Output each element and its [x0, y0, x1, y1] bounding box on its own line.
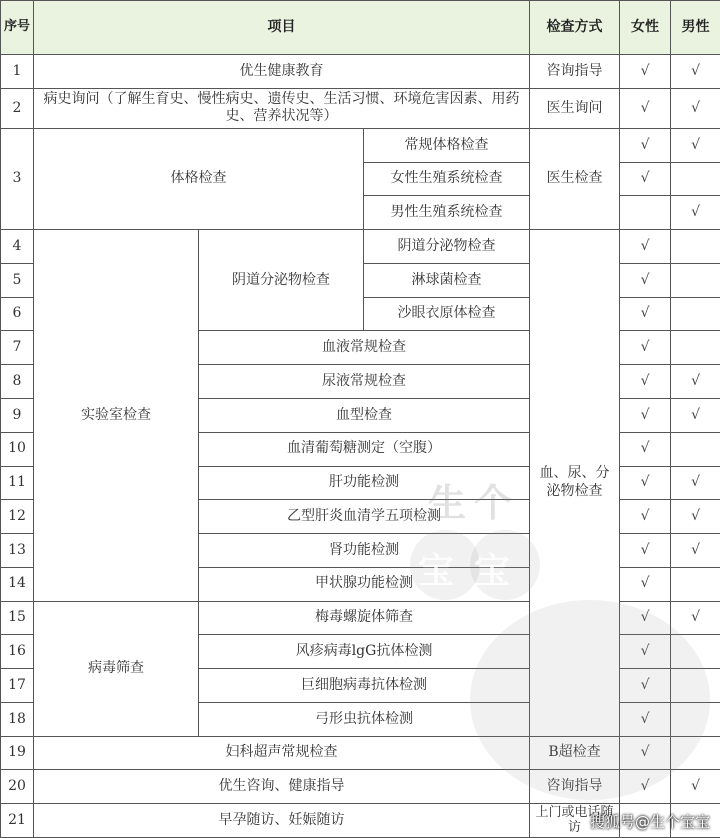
item-cell: 血型检查 — [199, 399, 530, 433]
female-check: √ — [620, 230, 671, 264]
seq-cell: 10 — [1, 432, 34, 466]
item-cell: 淋球菌检查 — [364, 263, 530, 297]
female-check: √ — [620, 635, 671, 669]
male-check — [671, 297, 720, 331]
male-check: √ — [671, 500, 720, 534]
seq-cell: 16 — [1, 635, 34, 669]
seq-cell: 9 — [1, 399, 34, 433]
item-cell: 女性生殖系统检查 — [364, 162, 530, 196]
female-check: √ — [620, 770, 671, 804]
female-check: √ — [620, 500, 671, 534]
method-cell: 血、尿、分泌物检查 — [530, 230, 620, 736]
male-check: √ — [671, 534, 720, 568]
male-check — [671, 331, 720, 365]
item-cell: 弓形虫抗体检测 — [199, 702, 530, 736]
item-cell: 血液常规检查 — [199, 331, 530, 365]
female-check: √ — [620, 88, 671, 128]
seq-cell: 17 — [1, 669, 34, 703]
male-check: √ — [671, 770, 720, 804]
female-check: √ — [620, 55, 671, 89]
male-check — [671, 567, 720, 601]
item-cell: 肝功能检测 — [199, 466, 530, 500]
female-check: √ — [620, 365, 671, 399]
female-check: √ — [620, 702, 671, 736]
female-check: √ — [620, 534, 671, 568]
male-check: √ — [671, 466, 720, 500]
method-cell: 上门或电话随访 — [530, 804, 620, 838]
seq-cell: 6 — [1, 297, 34, 331]
male-check: √ — [671, 365, 720, 399]
header-method: 检查方式 — [530, 1, 620, 55]
female-check: √ — [620, 601, 671, 635]
female-check: √ — [620, 297, 671, 331]
female-check: √ — [620, 466, 671, 500]
table-row — [1, 88, 720, 128]
female-check — [620, 196, 671, 230]
item-cell: 血清葡萄糖测定（空腹） — [199, 432, 530, 466]
group-cell: 实验室检查 — [34, 230, 199, 601]
female-check: √ — [620, 162, 671, 196]
seq-cell: 5 — [1, 263, 34, 297]
group-cell: 病毒筛查 — [34, 601, 199, 736]
watermark-text: 宝宝 — [418, 551, 531, 592]
item-cell: 乙型肝炎血清学五项检测 — [199, 500, 530, 534]
male-check: √ — [671, 601, 720, 635]
seq-cell: 20 — [1, 770, 34, 804]
seq-cell: 19 — [1, 736, 34, 770]
source-credit: 搜狐号@生个宝宝 — [589, 813, 710, 831]
item-cell: 尿液常规检查 — [199, 365, 530, 399]
item-cell: 巨细胞病毒抗体检测 — [199, 669, 530, 703]
panda-watermark-icon — [470, 600, 710, 800]
header-seq: 序号 — [1, 1, 34, 55]
seq-cell: 21 — [1, 804, 34, 838]
seq-cell: 4 — [1, 230, 34, 264]
method-cell: 咨询指导 — [530, 770, 620, 804]
item-cell: 风疹病毒lgG抗体检测 — [199, 635, 530, 669]
male-check: √ — [671, 88, 720, 128]
header-item: 项目 — [34, 1, 530, 55]
seq-cell: 11 — [1, 466, 34, 500]
item-cell: 病史询问（了解生育史、慢性病史、遗传史、生活习惯、环境危害因素、用药史、营养状况等） — [34, 88, 530, 128]
header-female: 女性 — [620, 1, 671, 55]
group-cell: 体格检查 — [34, 128, 364, 229]
subgroup-cell: 阴道分泌物检查 — [199, 230, 364, 331]
item-cell: 梅毒螺旋体筛查 — [199, 601, 530, 635]
seq-cell: 1 — [1, 55, 34, 89]
watermark-text: 生个 — [428, 481, 521, 525]
item-cell: 妇科超声常规检查 — [34, 736, 530, 770]
male-check: √ — [671, 55, 720, 89]
method-cell: 咨询指导 — [530, 55, 620, 89]
male-check — [671, 230, 720, 264]
table-row — [1, 230, 720, 264]
item-cell: 优生咨询、健康指导 — [34, 770, 530, 804]
seq-cell: 12 — [1, 500, 34, 534]
male-check — [671, 162, 720, 196]
male-check — [671, 263, 720, 297]
method-cell: 医生询问 — [530, 88, 620, 128]
seq-cell: 15 — [1, 601, 34, 635]
item-cell: 常规体格检查 — [364, 128, 530, 162]
seq-cell: 14 — [1, 567, 34, 601]
female-check: √ — [620, 399, 671, 433]
header-row — [1, 1, 720, 55]
female-check: √ — [620, 128, 671, 162]
table-row — [1, 55, 720, 89]
female-check: √ — [620, 736, 671, 770]
item-cell: 甲状腺功能检测 — [199, 567, 530, 601]
female-check: √ — [620, 432, 671, 466]
female-check: √ — [620, 669, 671, 703]
seq-cell: 8 — [1, 365, 34, 399]
seq-cell: 3 — [1, 128, 34, 229]
header-male: 男性 — [671, 1, 720, 55]
item-cell: 优生健康教育 — [34, 55, 530, 89]
female-check: √ — [620, 331, 671, 365]
table-row — [1, 128, 720, 162]
seq-cell: 7 — [1, 331, 34, 365]
male-check — [671, 432, 720, 466]
item-cell: 肾功能检测 — [199, 534, 530, 568]
male-check: √ — [671, 399, 720, 433]
seq-cell: 2 — [1, 88, 34, 128]
item-cell: 沙眼衣原体检查 — [364, 297, 530, 331]
seq-cell: 18 — [1, 702, 34, 736]
method-cell: B超检查 — [530, 736, 620, 770]
item-cell: 早孕随访、妊娠随访 — [34, 804, 530, 838]
method-cell: 医生检查 — [530, 128, 620, 229]
seq-cell: 13 — [1, 534, 34, 568]
item-cell: 阴道分泌物检查 — [364, 230, 530, 264]
female-check: √ — [620, 263, 671, 297]
male-check: √ — [671, 196, 720, 230]
item-cell: 男性生殖系统检查 — [364, 196, 530, 230]
female-check: √ — [620, 567, 671, 601]
male-check: √ — [671, 128, 720, 162]
